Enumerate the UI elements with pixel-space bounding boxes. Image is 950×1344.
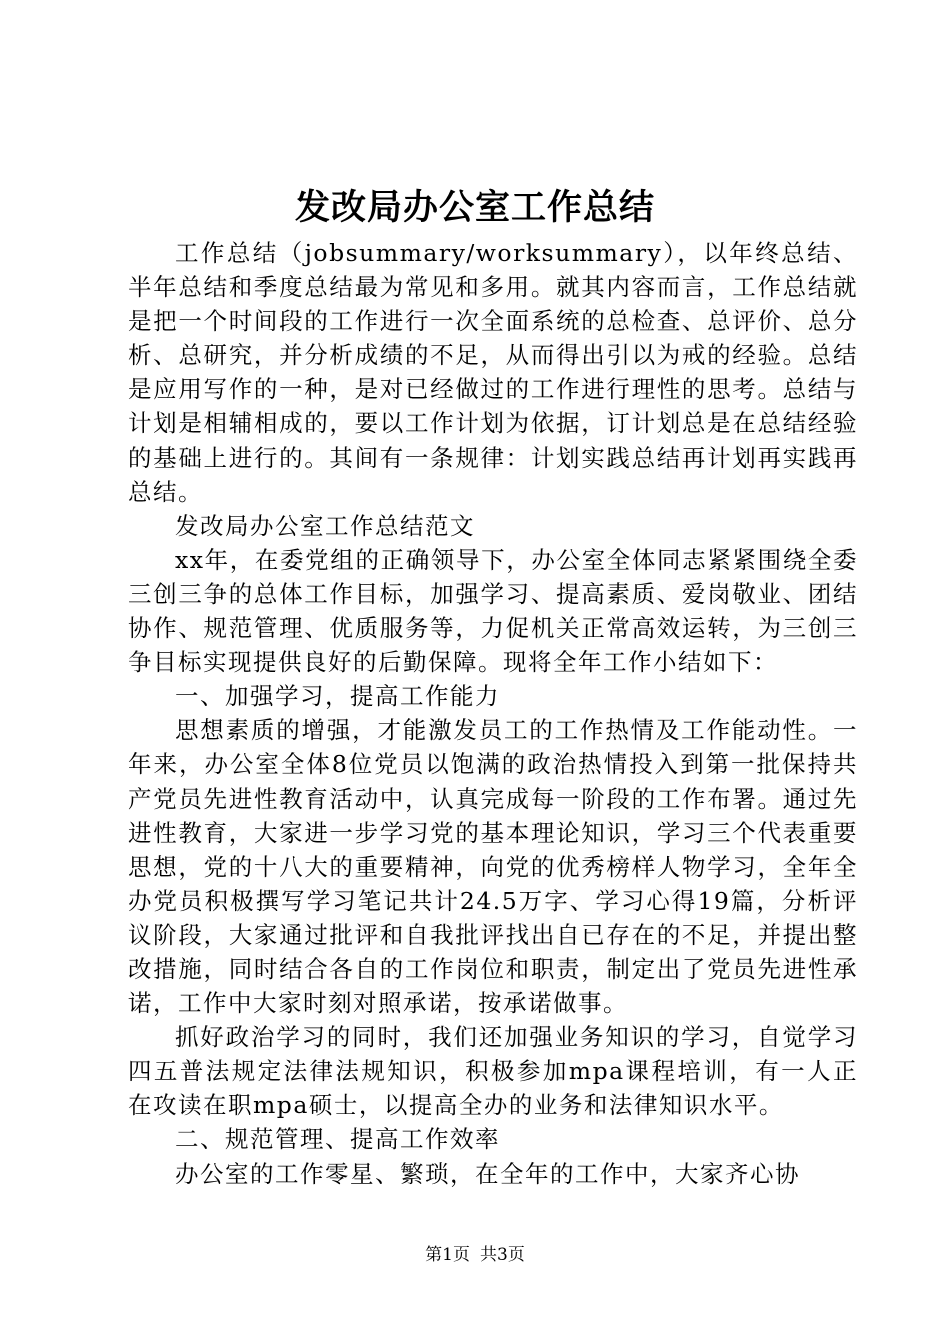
paragraph-subtitle: 发改局办公室工作总结范文: [175, 511, 475, 540]
document-body: [128, 236, 858, 1191]
section-heading-2: 二、规范管理、提高工作效率: [175, 1125, 500, 1154]
paragraph-intro: 工作总结（jobsummary/worksummary），以年终总结、半年总结和季度总结最为常见和多用。就其内容而言，工作总结就是把一个时间段的工作进行一次全面系统的总检查、总评价、总分析、总研究，并分析成绩的不足，从而得出引以为戒的经验。总结是应用写作的一种，是对已经做过的工作进行理性的思考。总结与计划是相辅相成的，要以工作计划为依据，订计划总是在总结经验的基础上进行的。其间有一条规律：计划实践总结再计划再实践再总结。: [128, 239, 858, 506]
page-footer: [0, 1243, 950, 1267]
paragraph-section-1a: 思想素质的增强，才能激发员工的工作热情及工作能动性。一年来，办公室全体8位党员以饱满的政治热情投入到第一批保持共产党员先进性教育活动中，认真完成每一阶段的工作布署。通过先进性教育，大家进一步学习党的基本理论知识，学习三个代表重要思想，党的十八大的重要精神，向党的优秀榜样人物学习，全年全办党员积极撰写学习笔记共计24.5万字、学习心得19篇，分析评议阶段，大家通过批评和自我批评找出自已存在的不足，并提出整改措施，同时结合各自的工作岗位和职责，制定出了党员先进性承诺，工作中大家时刻对照承诺，按承诺做事。: [128, 716, 858, 1018]
paragraph-section-2a: 办公室的工作零星、繁琐，在全年的工作中，大家齐心协: [175, 1159, 800, 1188]
section-heading-1: 一、加强学习，提高工作能力: [175, 682, 500, 711]
paragraph-section-1b: 抓好政治学习的同时，我们还加强业务知识的学习，自觉学习四五普法规定法律法规知识，积极参加mpa课程培训，有一人正在攻读在职mpa硕士，以提高全办的业务和法律知识水平。: [128, 1023, 858, 1120]
paragraph-overview: xx年，在委党组的正确领导下，办公室全体同志紧紧围绕全委三创三争的总体工作目标，加强学习、提高素质、爱岗敬业、团结协作、规范管理、优质服务等，力促机关正常高效运转，为三创三争目标实现提供良好的后勤保障。现将全年工作小结如下：: [128, 545, 858, 677]
page-total: 共3页: [480, 1245, 525, 1265]
page-number: 第1页: [425, 1245, 470, 1265]
document-title: 发改局办公室工作总结: [294, 187, 655, 228]
